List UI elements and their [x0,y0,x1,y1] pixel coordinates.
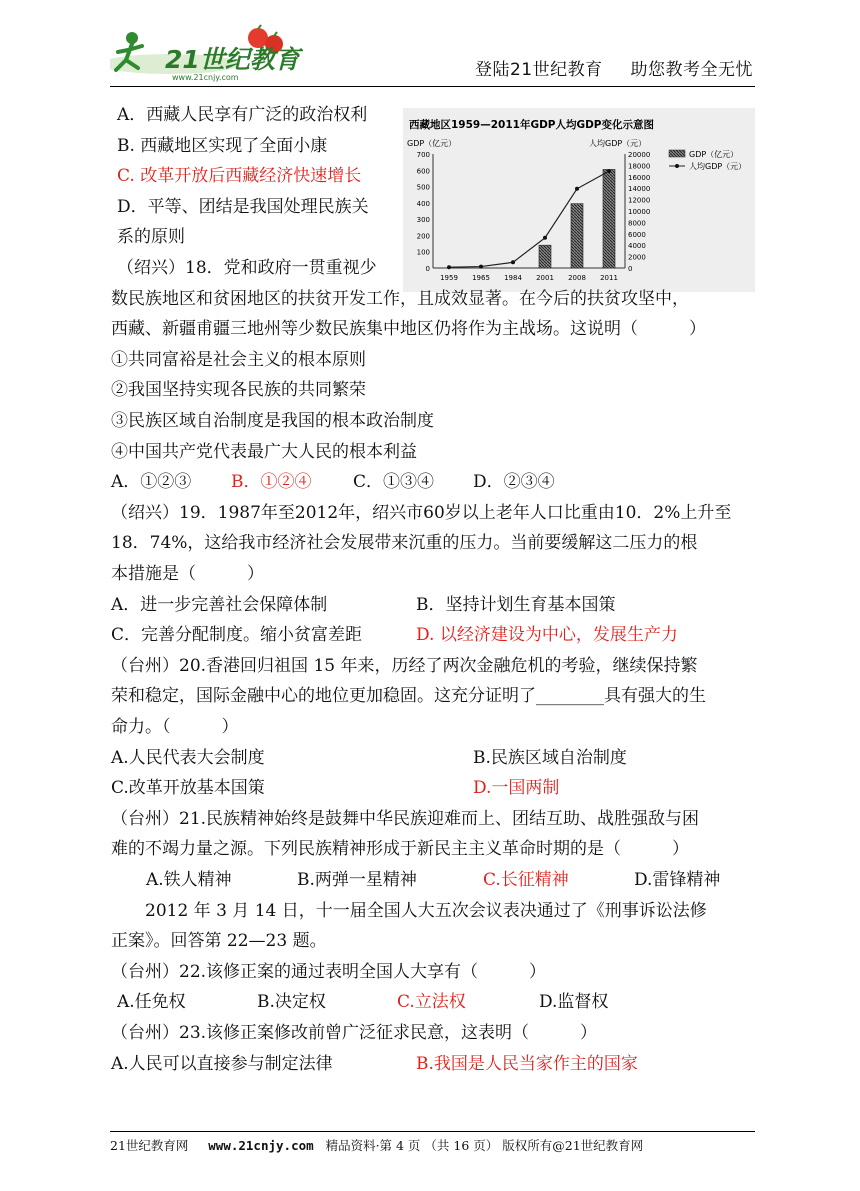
text-line: 西藏、新疆甫疆三地州等少数民族集中地区仍将作为主战场。这说明（ ） [111,319,706,340]
option-q19_options-0: A．进一步完善社会保障体制 [111,594,328,615]
option-q18_options-0: A．①②③ [111,472,192,493]
q20-line: 命力。（ ） [111,717,239,737]
y-tick-label: 500 [416,183,430,192]
y-tick-label: 100 [416,248,430,257]
gdp-chart [403,108,755,292]
option-q21_options-3: D.雷锋精神 [634,870,721,890]
option-q19_options-1: B．坚持计划生育基本国策 [416,594,616,615]
legend-bar-swatch [669,150,685,157]
y2-tick-label: 4000 [628,242,646,251]
text-line: ④中国共产党代表最广大人民的根本利益 [111,441,417,462]
y2-tick-label: 20000 [628,151,651,159]
legend-gdp: GDP（亿元） [689,150,739,159]
page-header [110,24,755,87]
per-capita-point [479,265,483,269]
logo-icon [110,24,310,84]
per-capita-point [575,187,579,191]
option-q23_options-1: B.我国是人民当家作主的国家 [416,1053,638,1074]
x-tick-label: 2001 [536,274,554,282]
legend-per-capita: 人均GDP（元） [689,162,747,171]
option-q22_options-2: C.立法权 [397,992,466,1013]
y2-tick-label: 6000 [628,230,646,239]
text-line: ③民族区域自治制度是我国的根本政治制度 [111,411,434,431]
y2-tick-label: 0 [628,265,633,273]
header-slogan [453,55,753,80]
y2-axis-label: 人均GDP（元） [589,139,647,148]
option-q21_options-0: A.铁人精神 [146,870,232,890]
option-q20_options-3: D.一国两制 [473,778,560,799]
text-line: ②我国坚持实现各民族的共同繁荣 [111,380,366,401]
option-q20_options-1: B.民族区域自治制度 [473,747,627,768]
q19-line: （绍兴）19．1987年至2012年，绍兴市60岁以上老年人口比重由10．2%上升至 [111,502,732,523]
option-q23_options-0: A.人民可以直接参与制定法律 [111,1053,333,1074]
option-q19_options-2: C．完善分配制度。缩小贫富差距 [111,625,363,646]
y-axis-label: GDP（亿元） [407,139,457,148]
y2-tick-label: 10000 [628,208,651,216]
option-q20_options-0: A.人民代表大会制度 [111,747,265,768]
x-tick-label: 1965 [472,274,490,282]
y2-tick-label: 18000 [628,162,651,171]
gdp-bar [539,245,551,268]
y-tick-label: 0 [425,265,430,273]
y2-tick-label: 12000 [628,196,651,205]
y-tick-label: 700 [416,151,430,159]
chart-title: 西藏地区1959—2011年GDP人均GDP变化示意图 [409,119,655,131]
x-tick-label: 2008 [568,274,586,282]
x-tick-label: 2011 [600,274,618,282]
footer-site: 21世纪教育网 [110,1138,189,1153]
footer-info: 精品资料·第 4 页 （共 16 页） 版权所有@21世纪教育网 [325,1138,644,1153]
y2-tick-label: 14000 [628,185,651,194]
option-q21_options-1: B.两弹一星精神 [297,870,417,890]
text-line: 数民族地区和贫困地区的扶贫开发工作，且成效显著。在今后的扶贫攻坚中， [111,288,689,309]
option-q22_options-1: B.决定权 [257,992,326,1013]
q21-line: 难的不竭力量之源。下列民族精神形成于新民主主义革命时期的是（ ） [111,839,689,860]
y-tick-label: 400 [416,199,430,208]
page-footer [110,1131,755,1154]
footer-url[interactable]: www.21cnjy.com [208,1138,314,1153]
y2-tick-label: 16000 [628,173,651,182]
logo-url: www.21cnjy.com [172,73,239,82]
gdp-bar [571,204,583,268]
gdp-chart-svg [403,108,755,292]
text-line: A．西藏人民享有广泛的政治权利 [117,105,368,125]
option-q21_options-2: C.长征精神 [483,870,569,890]
option-q22_options-0: A.任免权 [117,992,186,1013]
q19-line: 18．74%，这给我市经济社会发展带来沉重的压力。当前要缓解这二压力的根 [111,533,698,554]
option-q20_options-2: C.改革开放基本国策 [111,778,265,799]
intro-line: 正案》。回答第 22—23 题。 [111,931,327,952]
slogan-right: 助您教考全无忧 [630,60,753,80]
q20-line: （台州）20.香港回归祖国 15 年来，历经了两次金融危机的考验，继续保持繁 [111,655,698,676]
per-capita-point [447,265,451,269]
q19-line: 本措施是（ ） [111,564,264,584]
q20-line: 荣和稳定，国际金融中心的地位更加稳固。这充分证明了________具有强大的生 [111,686,706,707]
logo-text: 21世纪教育 [165,45,300,74]
option-q18_options-1: B．①②④ [231,472,312,493]
q23-line: （台州）23.该修正案修改前曾广泛征求民意，这表明（ ） [111,1023,598,1043]
text-line: （绍兴）18．党和政府一贯重视少 [117,258,377,278]
y2-tick-label: 2000 [628,253,646,262]
text-line: C. 改革开放后西藏经济快速增长 [117,166,362,187]
q22-line: （台州）22.该修正案的通过表明全国人大享有（ ） [111,961,547,982]
gdp-bar [603,169,615,268]
legend-line-marker [675,164,679,168]
per-capita-point [543,236,547,240]
x-tick-label: 1984 [504,274,522,282]
text-line: D．平等、团结是我国处理民族关 [117,196,369,217]
text-line: B. 西藏地区实现了全面小康 [117,135,328,156]
per-capita-line [449,171,609,267]
text-line: 系的原则 [117,227,185,248]
text-line: ①共同富裕是社会主义的根本原则 [111,349,366,370]
y-tick-label: 600 [416,167,430,176]
q21-line: （台州）21.民族精神始终是鼓舞中华民族迎难而上、团结互助、战胜强敌与困 [111,808,700,829]
option-q18_options-3: D．②③④ [473,472,555,493]
y-tick-label: 200 [416,232,430,241]
slogan-left: 登陆21世纪教育 [474,60,603,80]
x-tick-label: 1959 [440,274,458,282]
per-capita-point [511,260,515,264]
y2-tick-label: 8000 [628,219,646,228]
y-tick-label: 300 [416,216,430,225]
per-capita-point [607,169,611,173]
intro-line: 2012 年 3 月 14 日，十一届全国人大五次会议表决通过了《刑事诉讼法修 [111,900,707,921]
option-q22_options-3: D.监督权 [539,992,609,1013]
option-q19_options-3: D. 以经济建设为中心，发展生产力 [416,625,678,646]
option-q18_options-2: C．①③④ [353,472,435,493]
